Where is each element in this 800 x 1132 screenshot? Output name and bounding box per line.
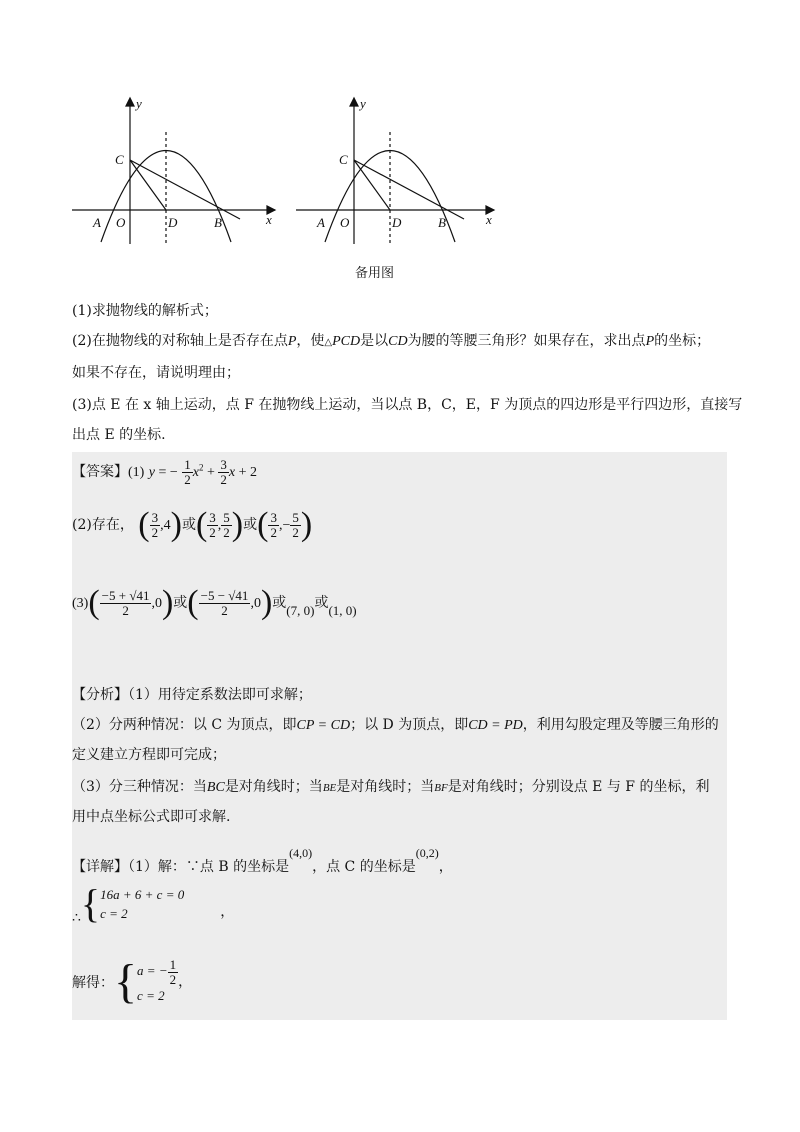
question-2-line-2: 如果不存在，请说明理由； (72, 365, 240, 381)
answer-1: 【答案】(1) y = − $\frac{1}{2}$ $x^2$ + $\frac{3}{2}$ x + 2 (72, 457, 257, 487)
point-a-label: A (93, 215, 101, 230)
detail-system-1: ∴{ 16a + 6 + c = 0 c = 2 ， (72, 881, 235, 926)
origin-label: O (116, 215, 126, 230)
point-d-label: D (392, 215, 402, 230)
analysis-2-line-2: 定义建立方程即可完成； (72, 747, 226, 763)
y-axis-label: y (136, 96, 142, 111)
y-axis-label: y (360, 96, 366, 111)
parabola-figure-right (284, 92, 514, 252)
origin-label: O (340, 215, 350, 230)
parabola-figure-left (60, 92, 290, 252)
detail-system-2: 解得：{ a = − $\frac{1}{2}$ c = 2 ， (72, 955, 193, 1008)
point-c-label: C (339, 152, 348, 167)
point-c-label: C (115, 152, 124, 167)
question-1: (1)求抛物线的解析式； (72, 303, 218, 319)
question-2: (2)在抛物线的对称轴上是否存在点P，使△PCD是以CD为腰的等腰三角形？如果存在，求出点P的坐标； (72, 333, 711, 349)
figure-caption: 备用图 (355, 266, 395, 281)
point-b-label: B (438, 215, 446, 230)
point-a-label: A (317, 215, 325, 230)
analysis-3-line-2: 用中点坐标公式即可求解. (72, 809, 231, 825)
x-axis-label: x (266, 212, 272, 227)
analysis-1: 【分析】（1）用待定系数法即可求解； (72, 687, 312, 703)
point-b-label: B (214, 215, 222, 230)
question-3: (3)点 E 在 x 轴上运动，点 F 在抛物线上运动，当以点 B，C，E，F 为顶点的四边形是平行四边形，直接写 (72, 397, 743, 413)
answer-3: (3)( $\frac{-5 + √41}{2}$ ,0)或( $\frac{-5 - √41}{2}$ ,0)或(7, 0)或(1, 0) (72, 584, 357, 621)
question-3-line-2: 出点 E 的坐标. (72, 427, 166, 443)
answer-2: (2)存在， ( $\frac{3}{2}$ ,4)或( $\frac{3}{2}$ , $\frac{5}{2}$ )或( $\frac{3}{2}$ ,− $\frac{5}{2}$ ) (72, 506, 313, 543)
analysis-3: （3）分三种情况：当BC是对角线时；当BE是对角线时；当BF是对角线时；分别设点 E 与 F 的坐标，利 (72, 779, 710, 795)
detail-1: 【详解】（1）解：∵点 B 的坐标是(4,0)，点 C 的坐标是(0,2)， (72, 846, 453, 875)
point-d-label: D (168, 215, 178, 230)
x-axis-label: x (486, 212, 492, 227)
analysis-2: （2）分两种情况：以 C 为顶点，即CP = CD；以 D 为顶点，即CD = PD，利用勾股定理及等腰三角形的 (72, 717, 719, 733)
